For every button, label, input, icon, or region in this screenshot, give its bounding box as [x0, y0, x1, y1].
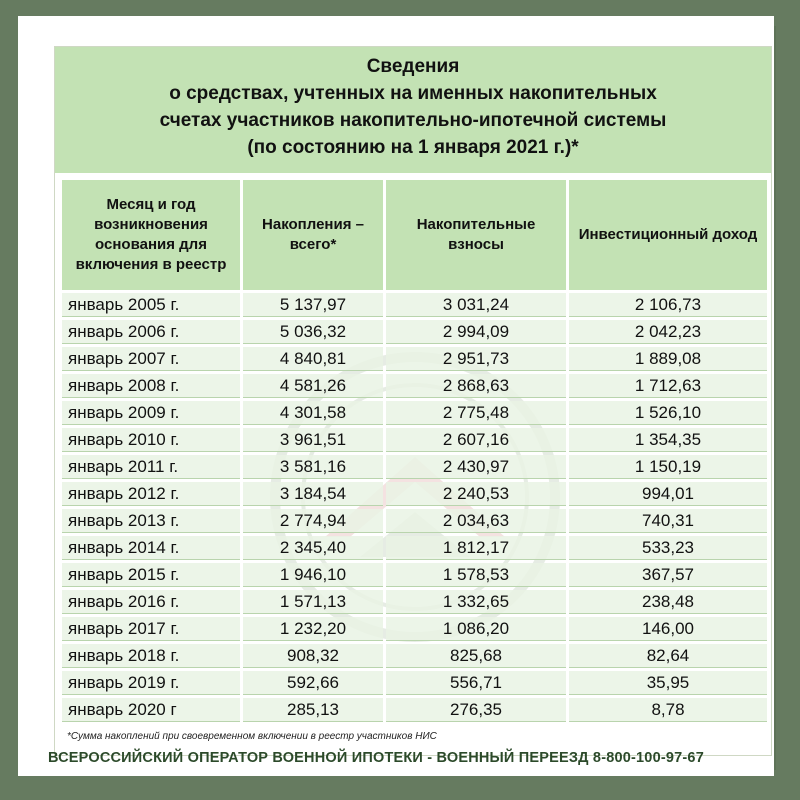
table-row — [62, 671, 767, 695]
cell-investment-income: 1 150,19 — [569, 455, 767, 479]
cell-total: 5 036,32 — [243, 320, 383, 344]
cell-contributions: 1 812,17 — [386, 536, 566, 560]
table-row — [62, 347, 767, 371]
table-row — [62, 617, 767, 641]
cell-contributions: 2 607,16 — [386, 428, 566, 452]
table-row — [62, 455, 767, 479]
cell-investment-income: 533,23 — [569, 536, 767, 560]
cell-contributions: 556,71 — [386, 671, 566, 695]
column-header-investment-income: Инвестиционный доход — [569, 180, 767, 290]
column-header-total: Накопления – всего* — [243, 180, 383, 290]
cell-investment-income: 8,78 — [569, 698, 767, 722]
column-header-contributions: Накопительные взносы — [386, 180, 566, 290]
title-line: Сведения — [366, 56, 460, 77]
cell-contributions: 2 775,48 — [386, 401, 566, 425]
document-card — [18, 16, 774, 776]
cell-investment-income: 2 106,73 — [569, 293, 767, 317]
table-header-row — [62, 180, 767, 290]
cell-month: январь 2014 г. — [62, 536, 240, 560]
info-table-panel — [54, 46, 772, 756]
cell-month: январь 2020 г — [62, 698, 240, 722]
cell-total: 285,13 — [243, 698, 383, 722]
table-row — [62, 590, 767, 614]
cell-contributions: 2 034,63 — [386, 509, 566, 533]
cell-contributions: 1 332,65 — [386, 590, 566, 614]
cell-month: январь 2008 г. — [62, 374, 240, 398]
table-row — [62, 374, 767, 398]
cell-investment-income: 35,95 — [569, 671, 767, 695]
cell-total: 3 581,16 — [243, 455, 383, 479]
cell-month: январь 2009 г. — [62, 401, 240, 425]
cell-contributions: 1 086,20 — [386, 617, 566, 641]
cell-contributions: 2 994,09 — [386, 320, 566, 344]
cell-total: 3 961,51 — [243, 428, 383, 452]
cell-total: 4 840,81 — [243, 347, 383, 371]
table-row — [62, 293, 767, 317]
cell-month: январь 2013 г. — [62, 509, 240, 533]
cell-total: 592,66 — [243, 671, 383, 695]
cell-investment-income: 1 354,35 — [569, 428, 767, 452]
footer-banner: ВСЕРОССИЙСКИЙ ОПЕРАТОР ВОЕННОЙ ИПОТЕКИ - ВОЕННЫЙ ПЕРЕЕЗД 8-800-100-97-67 — [48, 750, 704, 766]
cell-contributions: 276,35 — [386, 698, 566, 722]
cell-total: 4 301,58 — [243, 401, 383, 425]
table-row — [62, 698, 767, 722]
cell-contributions: 2 430,97 — [386, 455, 566, 479]
cell-contributions: 2 868,63 — [386, 374, 566, 398]
cell-total: 908,32 — [243, 644, 383, 668]
cell-investment-income: 1 712,63 — [569, 374, 767, 398]
cell-investment-income: 2 042,23 — [569, 320, 767, 344]
title-line: (по состоянию на 1 января 2021 г.)* — [247, 137, 579, 158]
cell-investment-income: 1 889,08 — [569, 347, 767, 371]
cell-contributions: 1 578,53 — [386, 563, 566, 587]
cell-total: 1 571,13 — [243, 590, 383, 614]
cell-investment-income: 994,01 — [569, 482, 767, 506]
cell-investment-income: 1 526,10 — [569, 401, 767, 425]
cell-contributions: 825,68 — [386, 644, 566, 668]
cell-month: январь 2012 г. — [62, 482, 240, 506]
table-row — [62, 482, 767, 506]
table-row — [62, 509, 767, 533]
cell-month: январь 2005 г. — [62, 293, 240, 317]
table-body — [62, 293, 767, 722]
table-title — [55, 47, 771, 173]
title-line: о средствах, учтенных на именных накопительных — [169, 83, 657, 104]
cell-month: январь 2016 г. — [62, 590, 240, 614]
cell-total: 3 184,54 — [243, 482, 383, 506]
cell-contributions: 2 951,73 — [386, 347, 566, 371]
table-row — [62, 644, 767, 668]
cell-month: январь 2007 г. — [62, 347, 240, 371]
table-row — [62, 320, 767, 344]
cell-month: январь 2015 г. — [62, 563, 240, 587]
cell-contributions: 3 031,24 — [386, 293, 566, 317]
cell-total: 1 232,20 — [243, 617, 383, 641]
footnote: *Сумма накоплений при своевременном включении в реестр участников НИС — [67, 731, 437, 742]
cell-investment-income: 238,48 — [569, 590, 767, 614]
cell-month: январь 2019 г. — [62, 671, 240, 695]
savings-table — [59, 177, 770, 725]
cell-month: январь 2006 г. — [62, 320, 240, 344]
cell-month: январь 2017 г. — [62, 617, 240, 641]
table-row — [62, 563, 767, 587]
table-row — [62, 401, 767, 425]
cell-investment-income: 740,31 — [569, 509, 767, 533]
table-row — [62, 536, 767, 560]
cell-total: 1 946,10 — [243, 563, 383, 587]
cell-month: январь 2010 г. — [62, 428, 240, 452]
cell-total: 2 774,94 — [243, 509, 383, 533]
cell-total: 2 345,40 — [243, 536, 383, 560]
cell-total: 4 581,26 — [243, 374, 383, 398]
table-row — [62, 428, 767, 452]
cell-month: январь 2018 г. — [62, 644, 240, 668]
cell-investment-income: 146,00 — [569, 617, 767, 641]
column-header-month: Месяц и год возникновения основания для включения в реестр — [62, 180, 240, 290]
cell-investment-income: 82,64 — [569, 644, 767, 668]
cell-total: 5 137,97 — [243, 293, 383, 317]
cell-month: январь 2011 г. — [62, 455, 240, 479]
cell-contributions: 2 240,53 — [386, 482, 566, 506]
cell-investment-income: 367,57 — [569, 563, 767, 587]
title-line: счетах участников накопительно-ипотечной системы — [159, 110, 667, 131]
